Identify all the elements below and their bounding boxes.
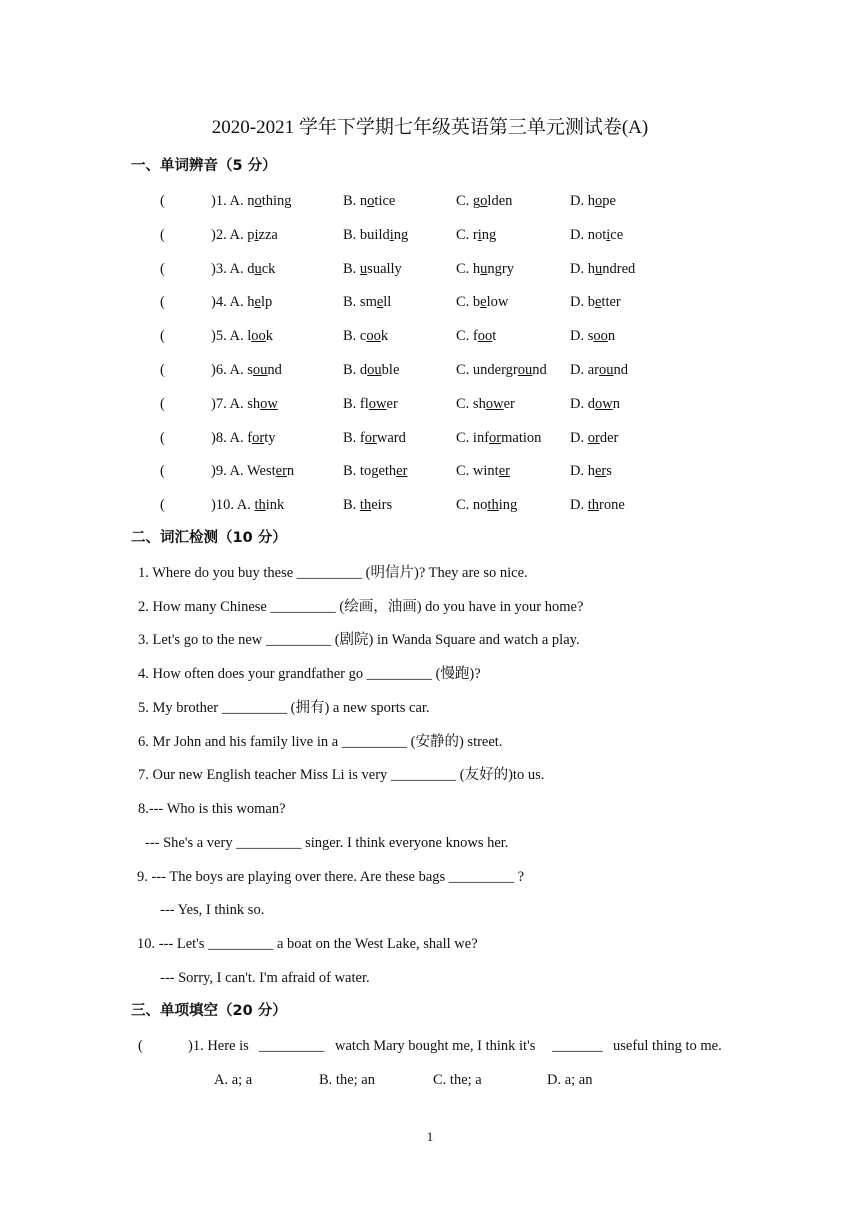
section2-line: 1. Where do you buy these _________ (明信片)? They are so nice. — [138, 565, 528, 581]
question-number-option-a — [211, 461, 294, 481]
underlined-letters: or — [252, 429, 265, 446]
underlined-letters: o — [254, 193, 262, 209]
section3-question-1-options — [214, 1070, 634, 1090]
word-part: nd — [267, 362, 282, 378]
underlined-letters: th — [254, 497, 266, 514]
word-part: p — [247, 226, 255, 243]
section2-line: 4. How often does your grandfather go _________ (慢跑)? — [138, 666, 481, 682]
word-part: rone — [599, 497, 625, 514]
underlined-letters: i — [606, 226, 611, 243]
word-part: D. ar — [570, 362, 599, 378]
word-part: ndred — [602, 260, 636, 277]
option-b — [343, 225, 408, 245]
word-part: ward — [376, 429, 406, 446]
question-number: )6. A. — [211, 362, 244, 378]
option-d — [570, 259, 635, 279]
underlined-letters: u — [359, 260, 368, 277]
word-part: B. f — [343, 429, 365, 446]
word-part: tter — [601, 294, 621, 311]
option-d — [570, 495, 625, 515]
word-part: C. undergr — [456, 362, 518, 378]
answer-bracket: ( — [138, 1038, 143, 1054]
underlined-letters: th — [487, 497, 499, 514]
option-c: C. the; a — [433, 1072, 482, 1088]
question-number-option-a — [211, 394, 278, 414]
underlined-letters: er — [594, 463, 607, 480]
word-part: k — [265, 328, 274, 345]
word-part: D. b — [570, 294, 595, 311]
underlined-letters: ou — [252, 362, 268, 378]
underlined-letters: oo — [251, 328, 266, 345]
option-b — [343, 292, 391, 312]
word-part: k — [380, 328, 389, 345]
option-c — [456, 292, 508, 312]
question-number-option-a — [211, 326, 273, 346]
word-part: ck — [261, 260, 276, 277]
word-part: ink — [265, 497, 285, 514]
page-title: 2020-2021 学年下学期七年级英语第三单元测试卷(A) — [211, 117, 649, 138]
section2-line: 5. My brother _________ (拥有) a new sports car. — [138, 700, 430, 716]
section1-question — [160, 461, 680, 481]
section1-question — [160, 191, 680, 211]
underlined-letters: or — [489, 429, 502, 446]
section1-question — [160, 292, 680, 312]
underlined-letters: ow — [260, 395, 278, 412]
word-part: ble — [381, 362, 400, 378]
section2-line: --- Sorry, I can't. I'm afraid of water. — [160, 970, 370, 986]
section2-line: --- Yes, I think so. — [160, 902, 265, 918]
word-part: sh — [247, 395, 261, 412]
word-part: h — [247, 294, 255, 311]
word-part: B. togeth — [343, 463, 397, 480]
section3-question-1 — [138, 1036, 818, 1056]
section1-heading: 一、单词辨音（5 分） — [131, 158, 277, 174]
option-d — [570, 394, 620, 414]
answer-bracket: ( — [160, 429, 165, 446]
word-part: f — [247, 429, 253, 446]
word-part: C. h — [456, 260, 481, 277]
underlined-letters: oo — [366, 328, 381, 345]
answer-bracket: ( — [160, 294, 165, 311]
word-part: B. c — [343, 328, 367, 345]
word-part: B. n — [343, 193, 368, 209]
section1-question — [160, 495, 680, 515]
word-part: pe — [602, 193, 616, 209]
question-number: )4. A. — [211, 294, 244, 311]
underlined-letters: ow — [368, 395, 387, 412]
word-part: nd — [613, 362, 628, 378]
word-part: C. g — [456, 193, 481, 209]
underlined-letters: o — [367, 193, 375, 209]
question-number: )8. A. — [211, 429, 244, 446]
word-part: mation — [501, 429, 542, 446]
word-part: ng — [481, 226, 497, 243]
option-c — [456, 461, 510, 481]
section2-line: 10. --- Let's _________ a boat on the West Lake, shall we? — [137, 936, 478, 952]
option-c — [456, 326, 496, 346]
question-stem: )1. Here is — [188, 1038, 249, 1054]
word-part: ty — [264, 429, 276, 446]
option-b — [343, 326, 388, 346]
underlined-letters: u — [480, 260, 488, 277]
answer-bracket: ( — [160, 463, 165, 480]
question-number: )1. A. — [211, 193, 244, 209]
underlined-letters: th — [587, 497, 600, 514]
word-part: C. inf — [456, 429, 490, 446]
word-part: C. r — [456, 226, 478, 243]
word-part: D. h — [570, 193, 595, 209]
word-part: l — [247, 328, 252, 345]
option-b — [343, 360, 399, 380]
word-part: B. sm — [343, 294, 377, 311]
option-d: D. a; an — [547, 1072, 593, 1088]
word-part: n — [607, 328, 616, 345]
question-number-option-a — [211, 292, 272, 312]
option-d — [570, 428, 618, 448]
section2-line: 7. Our new English teacher Miss Li is very _________ (友好的)to us. — [138, 767, 545, 783]
answer-blank: _________ — [259, 1038, 325, 1054]
answer-bracket: ( — [160, 226, 165, 243]
option-b — [343, 191, 395, 211]
word-part: n — [612, 395, 620, 412]
option-c — [456, 259, 514, 279]
section3-heading: 三、单项填空（20 分） — [131, 1003, 287, 1019]
word-part: D. — [570, 497, 588, 514]
option-d — [570, 326, 615, 346]
underlined-letters: ou — [599, 362, 614, 378]
question-stem: watch Mary bought me, I think it's — [335, 1038, 536, 1054]
word-part: D. h — [570, 260, 595, 277]
underlined-letters: o — [480, 193, 488, 209]
option-b — [343, 461, 407, 481]
word-part: C. wint — [456, 463, 499, 480]
option-b — [343, 428, 406, 448]
question-number-option-a — [211, 191, 292, 211]
question-number: )7. A. — [211, 395, 244, 412]
word-part: tice — [374, 193, 396, 209]
word-part: B. build — [343, 226, 390, 243]
underlined-letters: i — [254, 226, 259, 243]
word-part: ngry — [487, 260, 515, 277]
option-d — [570, 191, 616, 211]
section1-question — [160, 428, 680, 448]
word-part: West — [247, 463, 276, 480]
section1-question — [160, 326, 680, 346]
word-part: ing — [498, 497, 518, 514]
section2-line: 8.--- Who is this woman? — [138, 801, 286, 817]
word-part: n — [247, 193, 255, 209]
underlined-letters: e — [480, 294, 487, 311]
answer-bracket: ( — [160, 362, 165, 378]
answer-bracket: ( — [160, 328, 165, 345]
option-d — [570, 461, 612, 481]
underlined-letters: or — [587, 429, 600, 446]
word-part: B. — [343, 260, 360, 277]
question-number-option-a — [211, 225, 278, 245]
section2-line: 6. Mr John and his family live in a _________ (安静的) street. — [138, 734, 503, 750]
word-part: s — [247, 362, 253, 378]
underlined-letters: i — [389, 226, 394, 243]
word-part: der — [599, 429, 619, 446]
option-c — [456, 495, 517, 515]
option-b — [343, 394, 398, 414]
answer-bracket: ( — [160, 260, 165, 277]
answer-bracket: ( — [160, 193, 165, 209]
option-c — [456, 394, 515, 414]
word-part: D. s — [570, 328, 594, 345]
section2-heading: 二、词汇检测（10 分） — [131, 530, 287, 546]
word-part: D. not — [570, 226, 607, 243]
underlined-letters: i — [477, 226, 482, 243]
question-number: )2. A. — [211, 226, 244, 243]
underlined-letters: ou — [517, 362, 533, 378]
option-c — [456, 191, 512, 211]
option-d — [570, 292, 621, 312]
word-part: thing — [261, 193, 292, 209]
word-part: nd — [532, 362, 547, 378]
underlined-letters: er — [498, 463, 510, 480]
word-part: lp — [260, 294, 273, 311]
underlined-letters: ou — [367, 362, 382, 378]
answer-blank: _______ — [552, 1038, 603, 1054]
underlined-letters: e — [376, 294, 384, 311]
option-b — [343, 259, 402, 279]
word-part: D. d — [570, 395, 595, 412]
word-part: C. b — [456, 294, 481, 311]
word-part: d — [247, 260, 255, 277]
page-number: 1 — [426, 1129, 434, 1144]
word-part: C. f — [456, 328, 478, 345]
word-part: n — [286, 463, 295, 480]
word-part: D. — [570, 429, 588, 446]
word-part: zza — [258, 226, 278, 243]
word-part: er — [503, 395, 515, 412]
section1-question — [160, 259, 680, 279]
word-part: C. sh — [456, 395, 486, 412]
question-number-option-a — [211, 428, 275, 448]
section2-line: 2. How many Chinese _________ (绘画，油画) do you have in your home? — [138, 599, 584, 615]
section2-line: --- She's a very _________ singer. I think everyone knows her. — [145, 835, 509, 851]
option-b: B. the; an — [319, 1072, 375, 1088]
underlined-letters: er — [275, 463, 287, 480]
underlined-letters: oo — [477, 328, 493, 345]
word-part: ll — [383, 294, 392, 311]
word-part: C. no — [456, 497, 488, 514]
word-part: B. d — [343, 362, 368, 378]
option-d — [570, 360, 628, 380]
option-d — [570, 225, 623, 245]
option-c — [456, 428, 541, 448]
word-part: ng — [393, 226, 409, 243]
word-part: eirs — [371, 497, 393, 514]
underlined-letters: ow — [485, 395, 504, 412]
underlined-letters: th — [359, 497, 372, 514]
section2-line: 3. Let's go to the new _________ (剧院) in Wanda Square and watch a play. — [138, 632, 580, 648]
question-number-option-a — [211, 360, 282, 380]
option-c — [456, 360, 547, 380]
underlined-letters: o — [594, 193, 603, 209]
underlined-letters: oo — [593, 328, 608, 345]
word-part: low — [486, 294, 509, 311]
section1-question — [160, 225, 680, 245]
word-part: D. h — [570, 463, 595, 480]
question-number-option-a — [211, 495, 284, 515]
underlined-letters: or — [364, 429, 377, 446]
word-part: B. — [343, 497, 360, 514]
section2-line: 9. --- The boys are playing over there. Are these bags _________ ? — [137, 869, 525, 885]
question-number-option-a — [211, 259, 275, 279]
section1-question — [160, 394, 680, 414]
option-b — [343, 495, 392, 515]
option-c — [456, 225, 496, 245]
word-part: s — [606, 463, 612, 480]
answer-bracket: ( — [160, 497, 165, 514]
answer-bracket: ( — [160, 395, 165, 412]
underlined-letters: e — [254, 294, 261, 311]
section1-question — [160, 360, 680, 380]
word-part: t — [492, 328, 497, 345]
question-stem: useful thing to me. — [613, 1038, 722, 1054]
underlined-letters: u — [254, 260, 262, 277]
question-number: )10. A. — [211, 497, 251, 514]
underlined-letters: e — [594, 294, 602, 311]
word-part: B. fl — [343, 395, 369, 412]
underlined-letters: ow — [594, 395, 613, 412]
word-part: er — [386, 395, 398, 412]
word-part: lden — [487, 193, 513, 209]
underlined-letters: u — [594, 260, 603, 277]
option-a: A. a; a — [214, 1072, 253, 1088]
question-number: )3. A. — [211, 260, 244, 277]
word-part: sually — [367, 260, 402, 277]
question-number: )5. A. — [211, 328, 244, 345]
question-number: )9. A. — [211, 463, 244, 480]
word-part: ce — [610, 226, 624, 243]
underlined-letters: er — [396, 463, 408, 480]
